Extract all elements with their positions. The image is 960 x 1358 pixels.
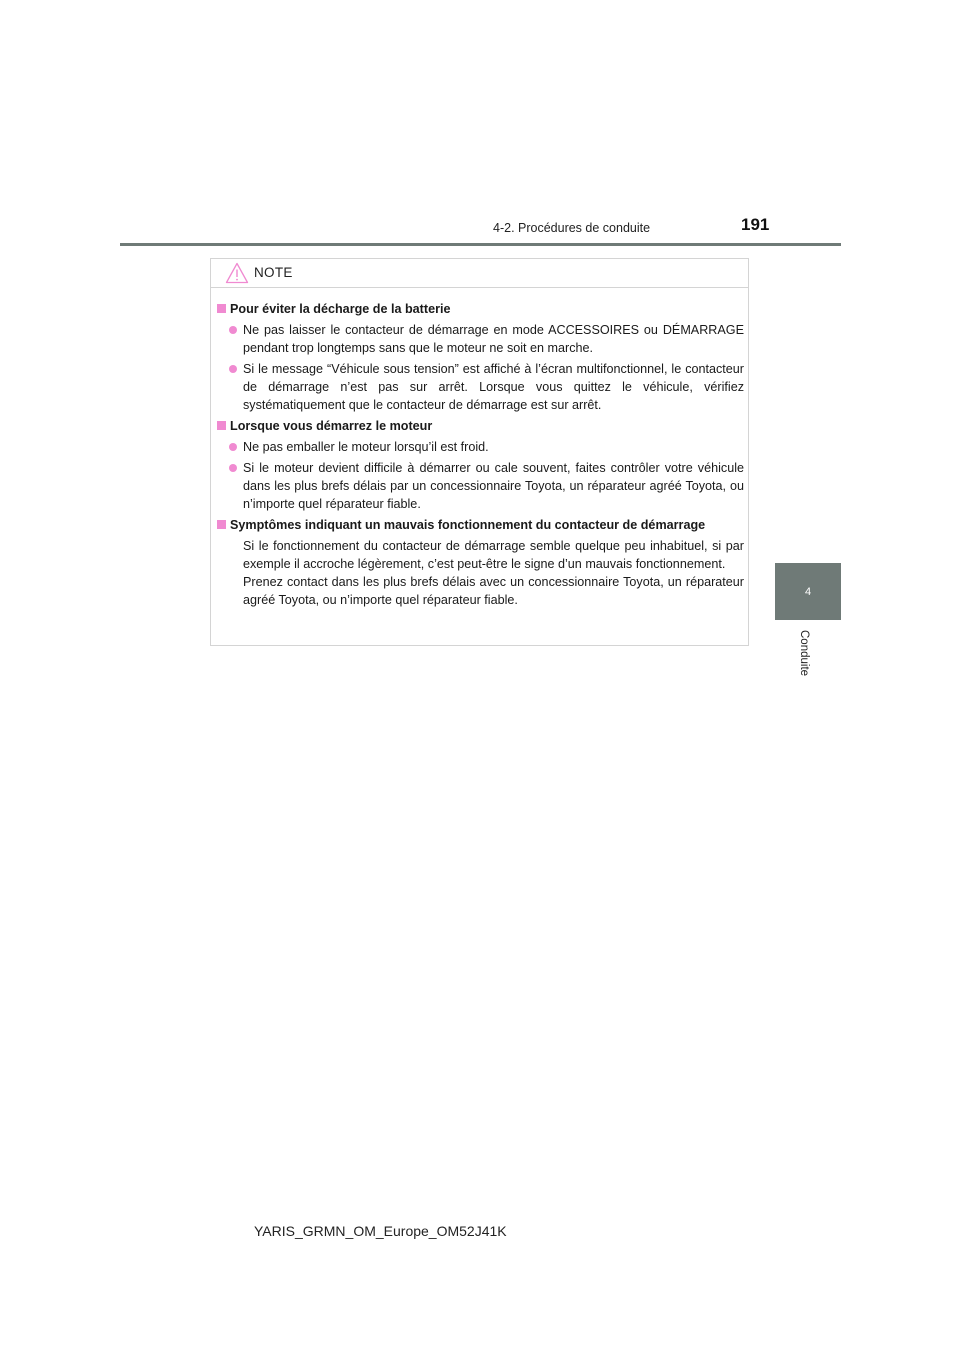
- page-number: 191: [741, 215, 770, 234]
- section-heading-malfunction: Symptômes indiquant un mauvais fonctionnement du contacteur de démarrage: [217, 516, 744, 534]
- note-title: NOTE: [254, 265, 293, 280]
- circle-bullet-icon: [229, 464, 237, 472]
- circle-bullet-icon: [229, 365, 237, 373]
- square-bullet-icon: [217, 520, 226, 529]
- chapter-label: Conduite: [798, 630, 810, 677]
- document-code: YARIS_GRMN_OM_Europe_OM52J41K: [254, 1223, 507, 1239]
- circle-bullet-icon: [229, 443, 237, 451]
- square-bullet-icon: [217, 304, 226, 313]
- list-item: Si le message “Véhicule sous tension” est affiché à l’écran multifonctionnel, le contacteur de démarrage n’est pas sur arrêt. Lorsque vous quittez le véhicule, vérifiez systématiquement que le contacteur de démarrage est sur arrêt.: [217, 360, 744, 414]
- note-box: [210, 258, 749, 646]
- section-heading-battery: Pour éviter la décharge de la batterie: [217, 300, 744, 318]
- list-item: Ne pas emballer le moteur lorsqu’il est froid.: [217, 438, 744, 456]
- paragraph: Si le fonctionnement du contacteur de démarrage semble quelque peu inhabituel, si par exemple il accroche légèrement, c’est peut-être le signe d’un mauvais fonctionnement.: [243, 539, 744, 571]
- paragraph: Prenez contact dans les plus brefs délais avec un concessionnaire Toyota, un réparateur agréé Toyota, ou n’importe quel réparateur fiable.: [243, 575, 744, 607]
- list-item: Ne pas laisser le contacteur de démarrage en mode ACCESSOIRES ou DÉMARRAGE pendant trop longtemps sans que le moteur ne soit en marche.: [217, 321, 744, 357]
- section-heading-start-engine: Lorsque vous démarrez le moteur: [217, 417, 744, 435]
- chapter-tab: [775, 563, 841, 620]
- note-header: [211, 259, 748, 288]
- list-item: Si le moteur devient difficile à démarrer ou cale souvent, faites contrôler votre véhicule dans les plus brefs délais par un concessionnaire Toyota, un réparateur agréé Toyota, ou n’importe quel réparateur fiable.: [217, 459, 744, 513]
- square-bullet-icon: [217, 421, 226, 430]
- chapter-number: 4: [804, 585, 812, 598]
- warning-triangle-icon: [225, 262, 249, 284]
- section-title: 4-2. Procédures de conduite: [493, 221, 651, 235]
- note-body: [217, 300, 744, 609]
- circle-bullet-icon: [229, 326, 237, 334]
- header-rule: [120, 243, 841, 246]
